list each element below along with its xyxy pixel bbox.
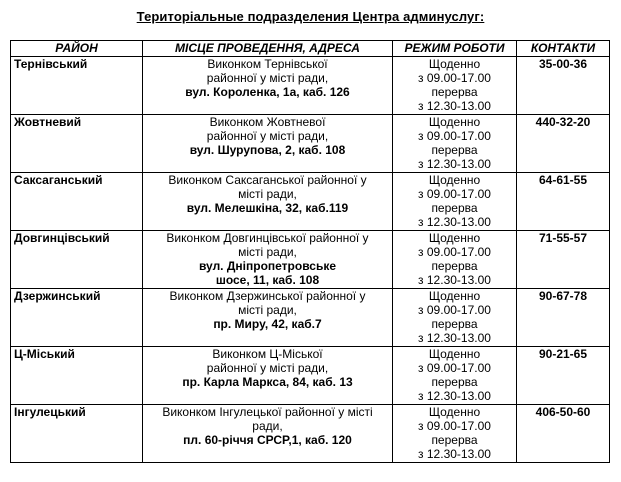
address-cell (143, 347, 393, 405)
contact-cell (517, 57, 610, 115)
schedule-break-hours: з 12.30-13.00 (418, 447, 491, 461)
office-name-line-2: ради, (252, 419, 283, 433)
contact-phone: 71-55-57 (538, 231, 588, 245)
district-name: Тернівський (14, 57, 88, 71)
schedule-break-hours: з 12.30-13.00 (418, 215, 491, 229)
schedule-break-label: перерва (431, 317, 478, 331)
street-address-line-1: вул. Короленка, 1а, каб. 126 (185, 85, 350, 99)
column-header-address: МІСЦЕ ПРОВЕДЕННЯ, АДРЕСА (143, 41, 393, 57)
street-address-line-1: пр. Карла Маркса, 84, каб. 13 (182, 375, 353, 389)
district-name: Інгулецький (14, 405, 86, 419)
office-name-line-2: місті ради, (238, 303, 297, 317)
office-name-line-1: Виконком Саксаганської районної у (168, 173, 367, 187)
district-cell (11, 405, 143, 463)
district-cell (11, 173, 143, 231)
schedule-break-label: перерва (431, 201, 478, 215)
street-address-line-2: шосе, 11, каб. 108 (215, 273, 320, 287)
schedule-hours: з 09.00-17.00 (418, 71, 491, 85)
street-address-line-1: вул. Шурупова, 2, каб. 108 (189, 143, 346, 157)
schedule-cell (393, 347, 517, 405)
district-name: Ц-Міський (14, 347, 75, 361)
contact-phone: 90-67-78 (538, 289, 588, 303)
table-row (11, 289, 610, 347)
contact-phone: 406-50-60 (535, 405, 591, 419)
schedule-cell (393, 289, 517, 347)
office-name-line-1: Виконком Жовтневої (209, 115, 326, 129)
office-name-line-1: Виконком Ц-Міської (212, 347, 323, 361)
page-title: Територіальные подразделения Центра админуслуг: (136, 9, 485, 24)
contact-phone: 440-32-20 (535, 115, 591, 129)
schedule-cell (393, 115, 517, 173)
district-name: Жовтневий (14, 115, 82, 129)
district-name: Саксаганський (14, 173, 103, 187)
schedule-break-label: перерва (431, 259, 478, 273)
address-cell (143, 173, 393, 231)
district-name: Довгинцівський (14, 231, 110, 245)
schedule-break-label: перерва (431, 433, 478, 447)
office-name-line-1: Виконком Тернівської (207, 57, 328, 71)
schedule-days: Щоденно (428, 115, 481, 129)
contact-cell (517, 115, 610, 173)
schedule-days: Щоденно (428, 405, 481, 419)
contact-cell (517, 231, 610, 289)
column-header-schedule: РЕЖИМ РОБОТИ (393, 41, 517, 57)
table-row (11, 57, 610, 115)
schedule-break-hours: з 12.30-13.00 (418, 389, 491, 403)
schedule-days: Щоденно (428, 289, 481, 303)
office-name-line-2: районної у місті ради, (206, 71, 329, 85)
table-row (11, 231, 610, 289)
district-cell (11, 115, 143, 173)
schedule-cell (393, 173, 517, 231)
district-cell (11, 347, 143, 405)
contact-phone: 64-61-55 (538, 173, 588, 187)
district-cell (11, 289, 143, 347)
district-name: Дзержинський (14, 289, 101, 303)
schedule-cell (393, 405, 517, 463)
office-name-line-2: районної у місті ради, (206, 361, 329, 375)
contact-cell (517, 347, 610, 405)
street-address-line-1: вул. Дніпропетровське (198, 259, 337, 273)
schedule-cell (393, 231, 517, 289)
schedule-break-hours: з 12.30-13.00 (418, 157, 491, 171)
contact-phone: 90-21-65 (538, 347, 588, 361)
address-cell (143, 115, 393, 173)
office-name-line-1: Виконком Інгулецької районної у місті (162, 405, 373, 419)
office-name-line-1: Виконком Довгинцівської районної у (166, 231, 369, 245)
table-row (11, 115, 610, 173)
address-cell (143, 289, 393, 347)
table-row (11, 405, 610, 463)
schedule-days: Щоденно (428, 173, 481, 187)
schedule-days: Щоденно (428, 57, 481, 71)
column-header-contacts: КОНТАКТИ (517, 41, 610, 57)
schedule-break-hours: з 12.30-13.00 (418, 99, 491, 113)
schedule-hours: з 09.00-17.00 (418, 303, 491, 317)
schedule-hours: з 09.00-17.00 (418, 187, 491, 201)
office-name-line-2: місті ради, (238, 187, 297, 201)
schedule-hours: з 09.00-17.00 (418, 245, 491, 259)
table-row (11, 173, 610, 231)
schedule-days: Щоденно (428, 231, 481, 245)
column-header-district: РАЙОН (11, 41, 143, 57)
schedule-break-label: перерва (431, 143, 478, 157)
street-address-line-1: вул. Мелешкіна, 32, каб.119 (186, 201, 349, 215)
address-cell (143, 57, 393, 115)
address-cell (143, 231, 393, 289)
schedule-hours: з 09.00-17.00 (418, 361, 491, 375)
schedule-cell (393, 57, 517, 115)
schedule-days: Щоденно (428, 347, 481, 361)
street-address-line-1: пл. 60-річчя СРСР,1, каб. 120 (183, 433, 352, 447)
schedule-hours: з 09.00-17.00 (418, 419, 491, 433)
table-header-row (11, 41, 610, 57)
table-row (11, 347, 610, 405)
offices-table (10, 40, 610, 463)
address-cell (143, 405, 393, 463)
district-cell (11, 231, 143, 289)
office-name-line-1: Виконком Дзержинської районної у (169, 289, 366, 303)
schedule-break-label: перерва (431, 375, 478, 389)
schedule-break-hours: з 12.30-13.00 (418, 331, 491, 345)
street-address-line-1: пр. Миру, 42, каб.7 (213, 317, 322, 331)
district-cell (11, 57, 143, 115)
contact-phone: 35-00-36 (538, 57, 588, 71)
schedule-break-hours: з 12.30-13.00 (418, 273, 491, 287)
office-name-line-2: місті ради, (238, 245, 297, 259)
contact-cell (517, 173, 610, 231)
office-name-line-2: районної у місті ради, (206, 129, 329, 143)
schedule-break-label: перерва (431, 85, 478, 99)
contact-cell (517, 289, 610, 347)
schedule-hours: з 09.00-17.00 (418, 129, 491, 143)
contact-cell (517, 405, 610, 463)
